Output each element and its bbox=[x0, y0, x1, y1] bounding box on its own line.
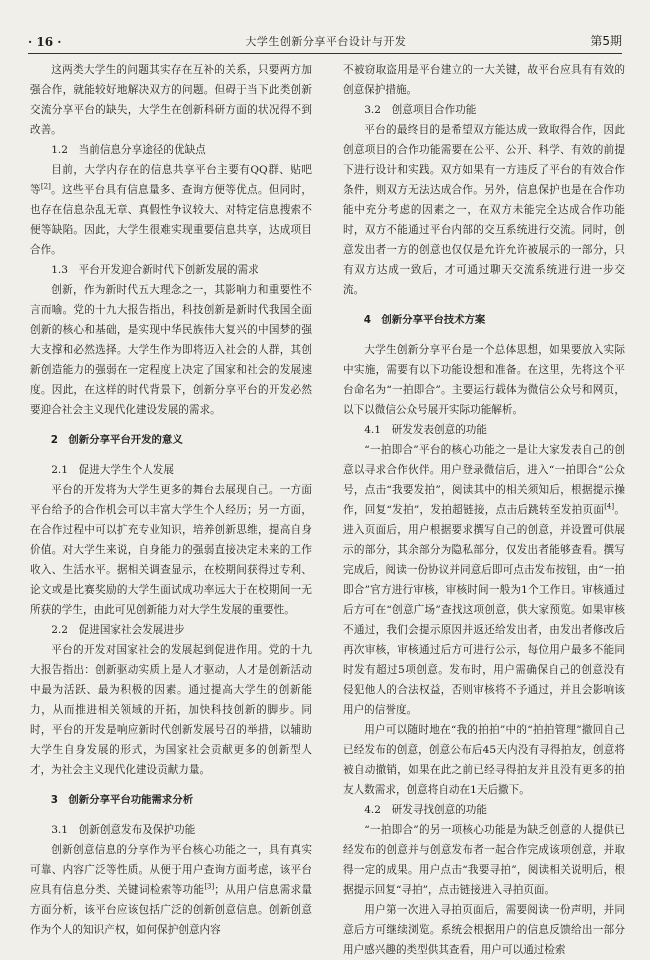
subsection-heading: 3.2 创意项目合作功能 bbox=[364, 104, 477, 116]
paragraph: 用户第一次进入寻拍页面后，需要阅读一份声明，并同意后方可继续浏览。系统会根据用户的信息反馈给出一部分用户感兴趣的类型供其查看，用户可以通过检索 bbox=[343, 904, 625, 956]
paragraph: 平台的最终目的是希望双方能达成一致取得合作，因此创意项目的合作功能需要在公平、公开、科学、有效的前提下进行设计和实践。双方如果有一方违反了平台的有效合作条件，则双方无法达成合作。另外，信息保护也是在合作功能中充分考虑的因素之一，在双方未能完全达成合作功能时，双方不能通过平台内部的交互系统进行交流。同时，创意发出者一方的创意也仅仅是允许允许被展示的一部分，只有双方达成一致后，才可通过聊天交流系统进行进一步交流。 bbox=[343, 124, 625, 296]
paragraph: “一拍即合”的另一项核心功能是为缺乏创意的人提供已经发布的创意并与创意发布者一起合作完成该项创意，并取得一定的成果。用户点击“我要寻拍”，阅读相关说明后，根据提示回复“寻拍”，点击链接进入寻拍页面。 bbox=[343, 824, 625, 896]
subsection-heading: 4.2 研发寻找创意的功能 bbox=[364, 804, 487, 816]
subsection-heading: 2.1 促进大学生个人发展 bbox=[51, 464, 174, 476]
paragraph: “一拍即合”平台的核心功能之一是让大家发表自己的创意以寻求合作伙伴。用户登录微信后，进入“一拍即合”公众号，点击“我要发拍”，阅读其中的相关须知后，根据提示操作，回复“发拍”，发拍超链接，点击后跳转至发拍页面[4]。进入页面后，用户根据要求撰写自己的创意，并设置可供展示的部分，其余部分为隐私部分，仅发出者能够查看。撰写完成后，阅读一份协议并同意后即可点击发布按钮，由“一拍即合”官方进行审核，审核时间一般为1个工作日。审核通过后方可在“创意广场”查找这项创意，供大家预览。如果审核不通过，我们会提示原因并返还给发出者，由发出者修改后再次审核，审核通过后方可进行公示，每位用户最多不能同时发有超过5项创意。发布时，用户需确保自己的创意没有侵犯他人的合法权益，否则审核将不予通过，并且会影响该用户的信誉度。 bbox=[343, 444, 625, 716]
issue-label: 第5期 bbox=[590, 34, 622, 48]
paragraph: 用户可以随时地在“我的拍拍”中的“拍拍管理”撤回自己已经发布的创意，创意公布后45天内没有寻得拍友，创意将被自动撤销，如果在此之前已经寻得拍友并且没有更多的拍友人数需求，创意将自动在1天后撤下。 bbox=[343, 724, 625, 796]
paragraph: 创新创意信息的分享作为平台核心功能之一，具有真实可靠、内容广泛等性质。从便于用户查询方面考虑，该平台应具有信息分类、关键词检索等功能[3]；从用户信息需求量方面分析，该平台应该包括广泛的创新创意信息。创新创意作为个人的知识产权，如何保护创意内容 bbox=[30, 844, 313, 936]
paragraph: 平台的开发对国家社会的发展起到促进作用。党的十九大报告指出：创新驱动实质上是人才驱动，人才是创新活动中最为活跃、最为积极的因素。通过提高大学生的创新能力，从而推进相关领域的开拓，加快科技创新的脚步。同时，平台的开发是响应新时代创新发展号召的举措，以辅助大学生自身发展的形式，为国家社会贡献更多的创新型人才，为社会主义现代化建设贡献力量。 bbox=[30, 644, 312, 776]
paragraph: 大学生创新分享平台是一个总体思想，如果要放入实际中实施，需要有以下功能设想和准备。在这里，先将这个平台命名为“一拍即合”。主要运行载体为微信公众号和网页，以下以微信公众号展开实际功能解析。 bbox=[343, 344, 625, 416]
paragraph: 这两类大学生的问题其实存在互补的关系，只要两方加强合作，就能较好地解决双方的问题。但碍于当下此类创新交流分享平台的缺失，大学生在创新科研方面的状况得不到改善。 bbox=[30, 64, 312, 136]
section-heading: 3 创新分享平台功能需求分析 bbox=[50, 794, 194, 806]
paragraph: 目前，大学内存在的信息共享平台主要有QQ群、贴吧等[2]。这些平台具有信息量多、查询方便等优点。但同时，也存在信息杂乱无章、真假性争议较大、对特定信息搜索不便等缺陷。因此，大学生很难实现重要信息共享，达成项目合作。 bbox=[30, 164, 313, 256]
left-column bbox=[30, 60, 313, 936]
subsection-heading: 4.1 研发发表创意的功能 bbox=[364, 424, 487, 436]
paragraph: 创新，作为新时代五大理念之一，其影响力和重要性不言而喻。党的十九大报告指出，科技创新是新时代我国全面创新的核心和基础，是实现中华民族伟大复兴的中国梦的强大支撑和必然选择。大学生作为即将迈入社会的人群，其创新创造能力的强弱在一定程度上决定了国家和社会的发展速度。因此，在这样的时代背景下，创新分享平台的开发必然要迎合社会主义现代化建设发展的需求。 bbox=[30, 284, 312, 416]
page-number: · 16 · bbox=[28, 35, 62, 49]
section-heading: 2 创新分享平台开发的意义 bbox=[50, 434, 183, 446]
subsection-heading: 1.3 平台开发迎合新时代下创新发展的需求 bbox=[51, 264, 259, 276]
subsection-heading: 2.2 促进国家社会发展进步 bbox=[51, 624, 185, 636]
right-column bbox=[343, 60, 625, 956]
page-header bbox=[28, 28, 622, 54]
paragraph: 平台的开发将为大学生更多的舞台去展现自己。一方面平台给予的合作机会可以丰富大学生个人经历；另一方面，在合作过程中可以扩充专业知识，培养创新思维，提高自身价值。对大学生来说，自身能力的强弱直接决定未来的工作收入、生活水平。据相关调查显示，在校期间获得过专利、论文或是比赛奖励的大学生面试成功率远大于在校期间一无所获的学生，由此可见创新能力对大学生发展的重要性。 bbox=[30, 484, 312, 616]
journal-title: 大学生创新分享平台设计与开发 bbox=[245, 35, 407, 48]
paragraph: 不被窃取盗用是平台建立的一大关键，故平台应具有有效的创意保护措施。 bbox=[343, 64, 625, 96]
section-heading: 4 创新分享平台技术方案 bbox=[363, 314, 486, 326]
subsection-heading: 3.1 创新创意发布及保护功能 bbox=[51, 824, 196, 836]
subsection-heading: 1.2 当前信息分享途径的优缺点 bbox=[51, 144, 206, 156]
